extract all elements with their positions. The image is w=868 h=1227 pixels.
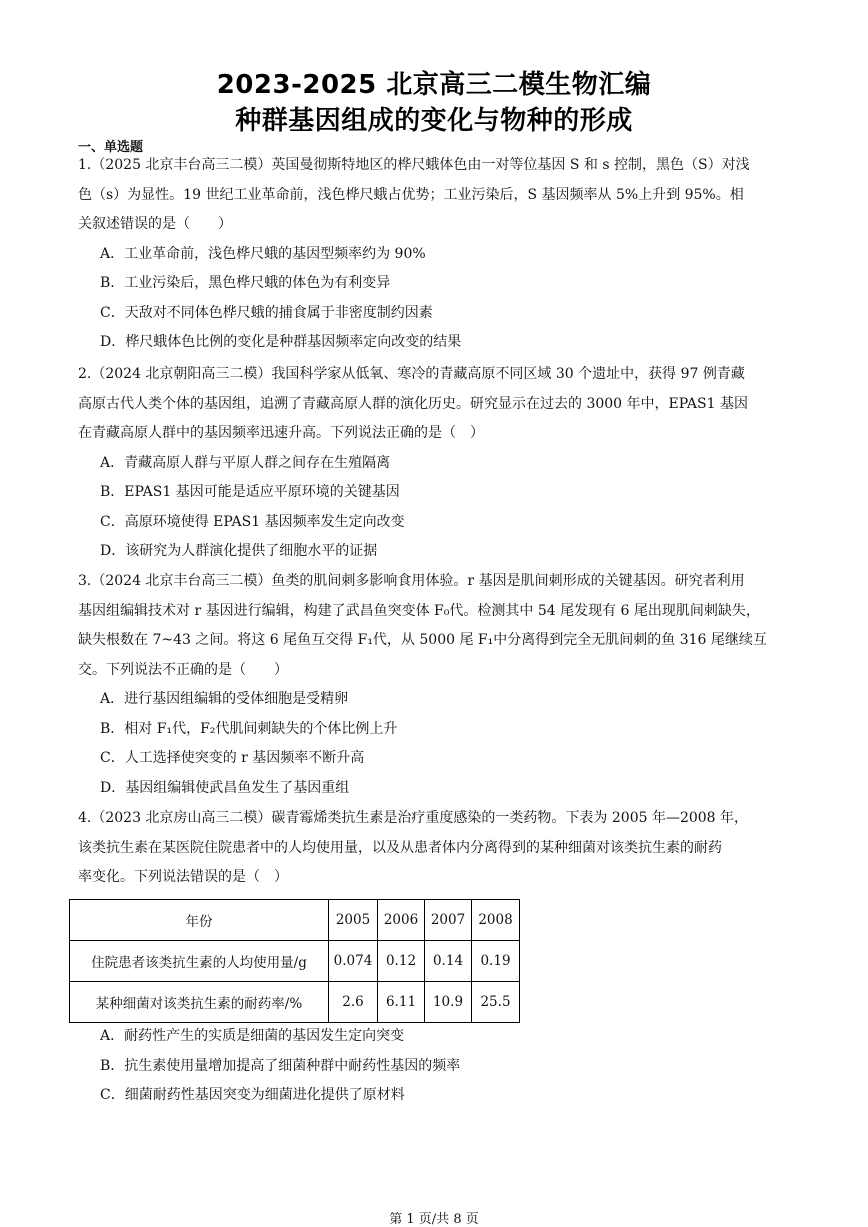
question-2-stem-line: 在青藏高原人群中的基因频率迅速升高。下列说法正确的是（ ） (78, 425, 484, 441)
table-cell: 2.6 (329, 982, 378, 1023)
question-3-option-d: D．基因组编辑使武昌鱼发生了基因重组 (100, 779, 350, 796)
table-header-row (70, 900, 520, 941)
question-3 (78, 567, 793, 803)
table-cell: 0.14 (425, 941, 472, 982)
question-4-stem-line: 该类抗生素在某医院住院患者中的人均使用量，以及从患者体内分离得到的某种细菌对该类抗生素的耐药 (78, 839, 722, 856)
table-header-cell: 2005 (329, 900, 378, 941)
table-row (70, 982, 520, 1023)
question-2-option-b: B．EPAS1 基因可能是适应平原环境的关键基因 (100, 484, 400, 500)
question-4-option-b: B．抗生素使用量增加提高了细菌种群中耐药性基因的频率 (100, 1057, 461, 1074)
question-4-stem-line: 4.（2023 北京房山高三二模）碳青霉烯类抗生素是治疗重度感染的一类药物。下表为 2005 年—2008 年， (78, 810, 749, 826)
question-1-stem-line: 1.（2025 北京丰台高三二模）英国曼彻斯特地区的桦尺蛾体色由一对等位基因 S 和 s 控制，黑色（S）对浅 (78, 157, 750, 173)
question-1-option-d: D．桦尺蛾体色比例的变化是种群基因频率定向改变的结果 (100, 334, 462, 350)
page-number: 第 1 页/共 8 页 (389, 1212, 479, 1227)
question-2-stem-line: 高原古代人类个体的基因组，追溯了青藏高原人群的演化历史。研究显示在过去的 3000 年中，EPAS1 基因 (78, 395, 748, 412)
question-2 (78, 360, 793, 567)
question-1-option-a: A．工业革命前，浅色桦尺蛾的基因型频率约为 90% (100, 245, 426, 262)
table-cell: 25.5 (472, 982, 520, 1023)
table-cell: 10.9 (425, 982, 472, 1023)
question-1-stem-line: 色（s）为显性。19 世纪工业革命前，浅色桦尺蛾占优势；工业污染后，S 基因频率从 5%上升到 95%。相 (78, 186, 744, 203)
question-4-options (78, 1022, 793, 1111)
table-header-cell: 2006 (378, 900, 425, 941)
question-3-stem-line: 基因组编辑技术对 r 基因进行编辑，构建了武昌鱼突变体 F₀代。检测其中 54 尾发现有 6 尾出现肌间刺缺失， (78, 602, 760, 619)
table-header-cell: 年份 (70, 900, 329, 941)
table-row-label: 住院患者该类抗生素的人均使用量/g (70, 941, 329, 982)
table-header-cell: 2008 (472, 900, 520, 941)
question-1-option-c: C．天敌对不同体色桦尺蛾的捕食属于非密度制约因素 (100, 304, 433, 321)
question-3-stem-line: 交。下列说法不正确的是（ ） (78, 661, 288, 678)
table-header-cell: 2007 (425, 900, 472, 941)
question-2-option-d: D．该研究为人群演化提供了细胞水平的证据 (100, 543, 378, 559)
question-3-option-a: A．进行基因组编辑的受体细胞是受精卵 (100, 691, 349, 707)
question-1-option-b: B．工业污染后，黑色桦尺蛾的体色为有利变异 (100, 275, 391, 291)
question-4-option-a: A．耐药性产生的实质是细菌的基因发生定向突变 (100, 1028, 405, 1044)
table-cell: 0.074 (329, 941, 378, 982)
question-3-stem-line: 缺失根数在 7~43 之间。将这 6 尾鱼互交得 F₁代，从 5000 尾 F₁中分离得到完全无肌间刺的鱼 316 尾继续互 (78, 632, 767, 648)
page-title-line1: 2023-2025 北京高三二模生物汇编 (216, 70, 652, 100)
question-3-option-b: B．相对 F₁代，F₂代肌间刺缺失的个体比例上升 (100, 720, 398, 737)
question-1-stem-line: 关叙述错误的是（ ） (78, 216, 232, 232)
question-3-option-c: C．人工选择使突变的 r 基因频率不断升高 (100, 750, 365, 766)
question-4 (78, 804, 793, 893)
question-1 (78, 151, 793, 358)
section-heading: 一、单选题 (78, 140, 144, 155)
question-3-stem-line: 3.（2024 北京丰台高三二模）鱼类的肌间刺多影响食用体验。r 基因是肌间刺形成的关键基因。研究者利用 (78, 573, 745, 589)
question-4-option-c: C．细菌耐药性基因突变为细菌进化提供了原材料 (100, 1087, 405, 1103)
table-cell: 0.19 (472, 941, 520, 982)
question-2-option-a: A．青藏高原人群与平原人群之间存在生殖隔离 (100, 454, 391, 471)
page-title-line2: 种群基因组成的变化与物种的形成 (235, 106, 633, 136)
table-cell: 6.11 (378, 982, 425, 1023)
table-cell: 0.12 (378, 941, 425, 982)
antibiotic-usage-table (69, 899, 520, 1023)
question-2-stem-line: 2.（2024 北京朝阳高三二模）我国科学家从低氧、寒冷的青藏高原不同区域 30 个遗址中，获得 97 例青藏 (78, 366, 745, 382)
question-2-option-c: C．高原环境使得 EPAS1 基因频率发生定向改变 (100, 513, 405, 530)
table-row-label: 某种细菌对该类抗生素的耐药率/% (70, 982, 329, 1023)
table-row (70, 941, 520, 982)
question-4-stem-line: 率变化。下列说法错误的是（ ） (78, 869, 288, 885)
